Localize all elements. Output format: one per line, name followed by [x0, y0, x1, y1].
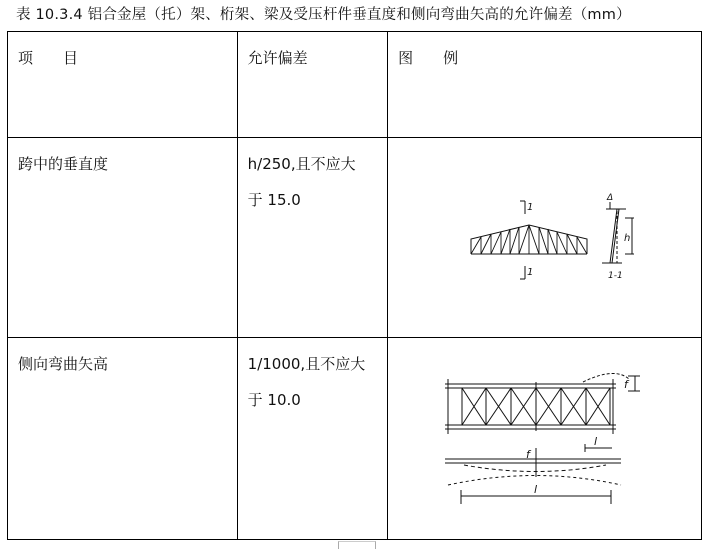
table-caption: 表 10.3.4 铝合金屋（托）架、桁架、梁及受压杆件垂直度和侧向弯曲矢高的允许偏差（mm）	[16, 7, 631, 23]
table-row	[8, 138, 702, 338]
deflection-label: f	[526, 448, 530, 461]
deflection-label: f	[624, 378, 628, 391]
tolerance-table	[7, 31, 702, 540]
span-label: l	[594, 435, 598, 448]
figure-cell	[388, 338, 702, 540]
figure-cell	[388, 138, 702, 338]
section-label: 1	[527, 267, 534, 278]
header-row	[8, 32, 702, 138]
header-item: 项 目	[8, 32, 238, 138]
tolerance-line: h/250,且不应大	[247, 155, 356, 173]
header-figure: 图 例	[388, 32, 702, 138]
lateral-bending-diagram	[388, 338, 701, 539]
header-tolerance: 允许偏差	[237, 32, 387, 138]
height-label: h	[624, 233, 631, 244]
tolerance-line: 1/1000,且不应大	[247, 355, 366, 373]
row-tolerance	[237, 338, 387, 540]
section-label: 1	[527, 202, 534, 213]
tolerance-line: 于 10.0	[247, 391, 301, 409]
tolerance-line: 于 15.0	[247, 191, 301, 209]
deviation-label: Δ	[607, 193, 614, 203]
span-label: l	[534, 483, 538, 496]
row-item: 侧向弯曲矢高	[8, 338, 238, 540]
table-row	[8, 338, 702, 540]
row-item: 跨中的垂直度	[8, 138, 238, 338]
cut-label: 1-1	[608, 271, 623, 281]
truss-verticality-diagram	[388, 138, 701, 337]
row-tolerance	[237, 138, 387, 338]
